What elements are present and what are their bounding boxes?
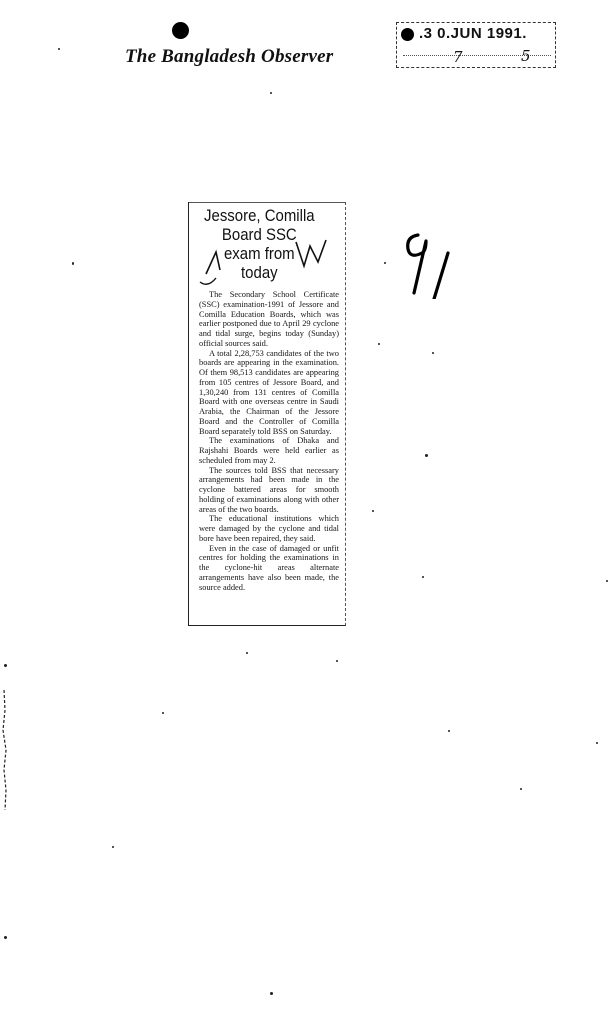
headline-line: Board SSC [221,225,297,244]
scan-edge-marks [0,690,12,810]
masthead-title: The Bangladesh Observer [125,46,334,67]
scan-speck [336,660,338,662]
masthead-bullet [172,22,189,39]
scan-speck [162,712,164,714]
scan-speck [72,262,74,265]
stamp-dot-icon [401,28,414,41]
article-paragraph: Even in the case of damaged or unfit centres for holding the examinations in the cyclone-hit areas alternate arrangements have also been made, the source added. [199,543,339,592]
stamp-page-number: 7 [453,48,463,66]
scan-speck [270,92,272,94]
scan-speck [384,262,386,264]
article-paragraph: The educational institutions which were damaged by the cyclone and tidal bore have been repaired, they said. [199,514,339,543]
date-stamp [396,22,556,68]
scan-speck [422,576,424,578]
scan-speck [606,580,608,582]
article-headline [203,206,316,282]
stamp-column-number: 5 [521,47,531,65]
scan-speck [596,742,598,744]
scan-speck [270,992,273,995]
news-clipping [188,202,346,626]
scan-speck [432,352,434,354]
scan-speck [425,454,428,457]
scan-speck [4,664,7,667]
headline-line: Jessore, Comilla [204,206,315,225]
scan-speck [112,846,114,848]
stamp-date: .3 0.JUN 1991. [419,25,527,42]
headline-line: exam from [223,244,295,263]
headline-line: today [241,263,278,282]
handwritten-number [400,225,464,299]
scan-speck [58,48,60,50]
scan-speck [372,510,374,512]
article-paragraph: The examinations of Dhaka and Rajshahi Boards were held earlier as scheduled from may 2. [199,436,339,465]
handwritten-number-drawing [400,225,464,299]
scan-speck [378,343,380,345]
article-body [199,290,339,592]
article-paragraph: A total 2,28,753 candidates of the two boards are appearing in the examination. Of them 98,513 candidates are appearing from 105 centres of Jessore Board, and 1,30,240 from 131 centres of Comilla Board with one overseas centre in Saudi Arabia, the Chairman of the Jessore Board and the Controller of Comilla Board separately told BSS on Saturday. [199,348,339,436]
scan-speck [520,788,522,790]
clipping-top-edge [189,202,345,203]
scan-speck [4,936,7,939]
scan-speck [246,652,248,654]
article-paragraph: The sources told BSS that necessary arrangements had been made in the cyclone battered areas for smooth holding of examinations along with other areas of the two boards. [199,465,339,514]
article-paragraph: The Secondary School Certificate (SSC) examination-1991 of Jessore and Comilla Education Boards, which was earlier postponed due to April 29 cyclone and tidal surge, begins today (Sunday) official sources said. [199,290,339,348]
scan-speck [448,730,450,732]
